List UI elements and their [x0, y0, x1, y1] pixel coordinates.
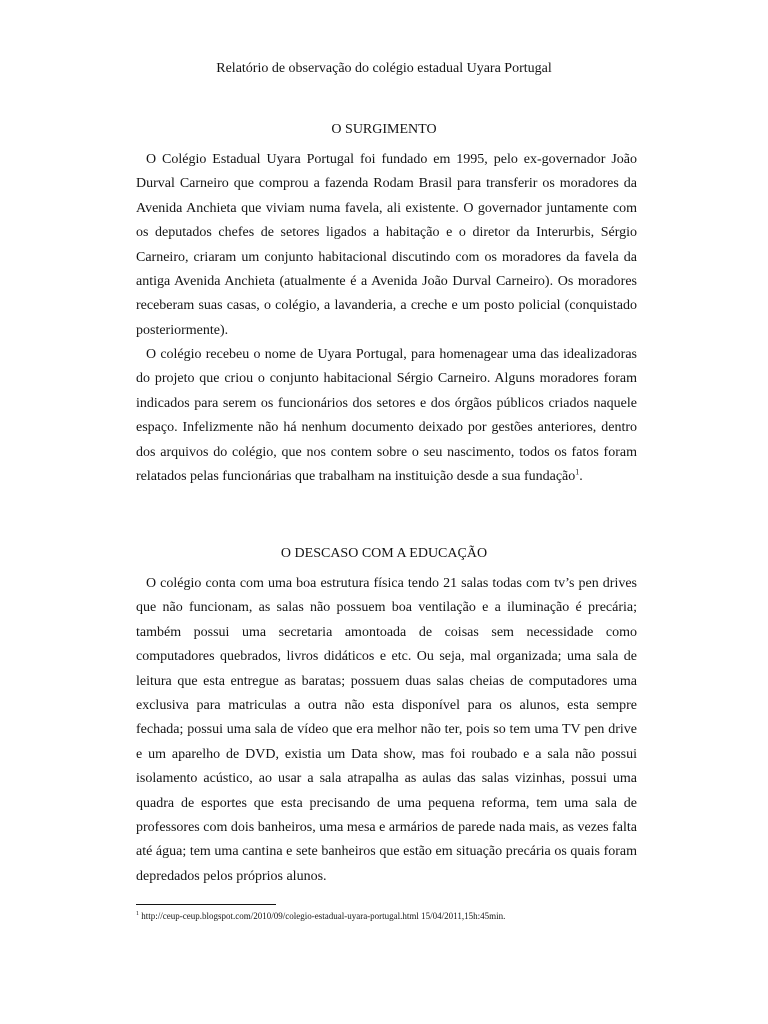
footnote-number: 1 — [136, 911, 139, 917]
paragraph-surgimento-2-end: . — [579, 469, 583, 485]
section-heading-surgimento: O SURGIMENTO — [331, 122, 437, 137]
paragraph-surgimento-2 — [136, 343, 637, 489]
paragraph-surgimento-2-text: O colégio recebeu o nome de Uyara Portugal, para homenagear uma das idealizadoras do projeto que criou o conjunto habitacional Sérgio Carneiro. Alguns moradores foram indicados para serem os funcionários dos setores e dos órgãos públicos criados naquele espaço. Infelizmente não há nenhum documento deixado por gestões anteriores, dentro dos arquivos do colégio, que nos contem sobre o seu nascimento, todos os fatos foram relatados pelas funcionárias que trabalham na instituição desde a sua fundação — [136, 347, 637, 485]
paragraph-descaso-1: O colégio conta com uma boa estrutura física tendo 21 salas todas com tv’s pen drives que não funcionam, as salas não possuem boa ventilação e a iluminação é precária; também possui uma secretaria amontoada de coisas sem necessidade como computadores quebrados, livros didáticos e etc. Ou seja, mal organizada; uma sala de leitura que esta entregue as baratas; possuem duas salas cheias de computadores uma exclusiva para matriculas a outra não esta disponível para os alunos, esta sempre fechada; possui uma sala de vídeo que era melhor não ter, pois so tem uma TV pen drive e um aparelho de DVD, existia um Data show, mas foi roubado e a sala não possui isolamento acústico, ao usar a sala atrapalha as aulas das salas vizinhas, possui uma quadra de esportes que esta precisando de uma pequena reforma, tem uma sala de professores com dois banheiros, uma mesa e armários de parede nada mais, as vezes falta até água; tem uma cantina e sete banheiros que estão em situação precária os quais foram depredados pelos próprios alunos. — [136, 576, 637, 884]
footnote-reference[interactable]: 1 — [575, 467, 580, 477]
paragraph-surgimento-1: O Colégio Estadual Uyara Portugal foi fundado em 1995, pelo ex-governador João Durval Carneiro que comprou a fazenda Rodam Brasil para transferir os moradores da Avenida Anchieta que viviam numa favela, ali existente. O governador juntamente com os deputados chefes de setores ligados a habitação e o diretor da Interurbis, Sérgio Carneiro, criaram um conjunto habitacional discutindo com os moradores da favela da antiga Avenida Anchieta (atualmente é a Avenida João Durval Carneiro). Os moradores receberam suas casas, o colégio, a lavanderia, a creche e um posto policial (conquistado posteriormente). — [136, 152, 637, 338]
footnote-divider — [136, 904, 276, 905]
section-heading-descaso: O DESCASO COM A EDUCAÇÃO — [280, 546, 488, 561]
footnote — [136, 910, 656, 923]
document-title: Relatório de observação do colégio estadual Uyara Portugal — [216, 61, 552, 76]
footnote-text[interactable]: http://ceup-ceup.blogspot.com/2010/09/colegio-estadual-uyara-portugal.html 15/04/2011,15h:45min. — [139, 911, 506, 921]
